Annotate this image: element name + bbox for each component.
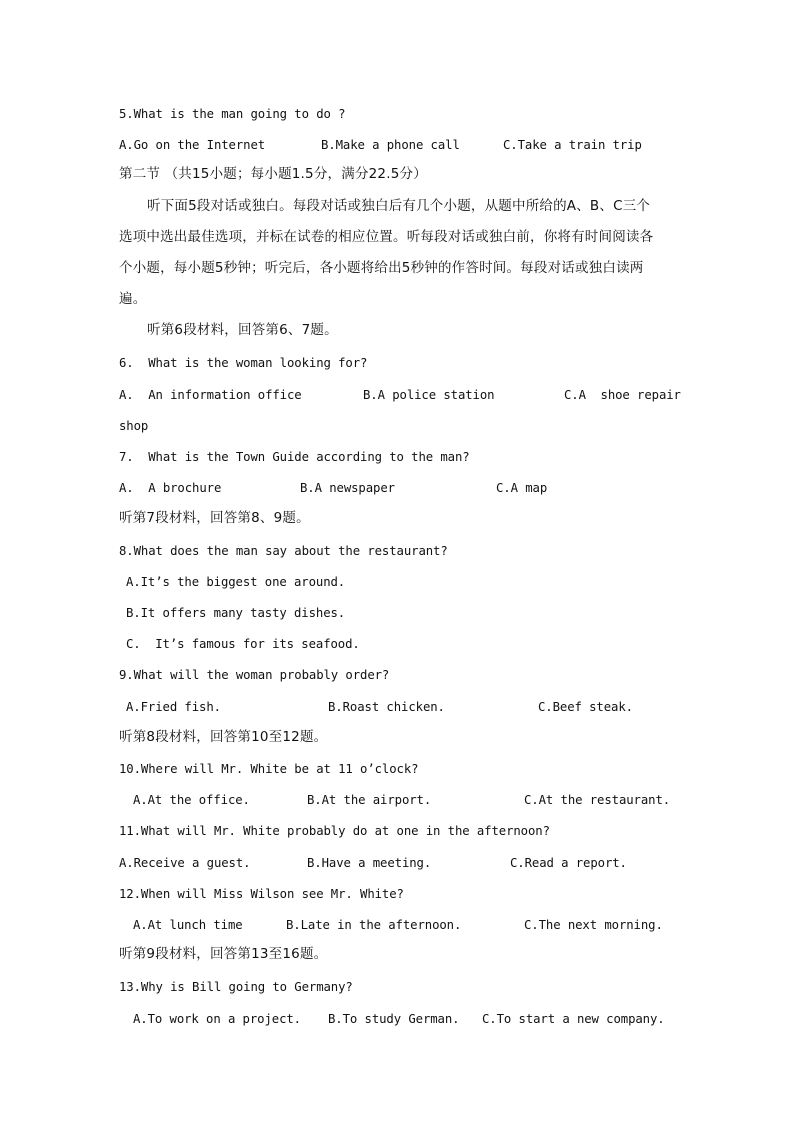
q5-option-b: B.Make a phone call — [321, 138, 460, 152]
q13-option-c: C.To start a new company. — [482, 1012, 665, 1026]
q12-option-b: B.Late in the afternoon. — [286, 918, 462, 932]
q6-question: 6. What is the woman looking for? — [119, 356, 368, 370]
material-6-heading: 听第6段材料，回答第6、7题。 — [147, 322, 338, 338]
material-8-heading: 听第8段材料，回答第10至12题。 — [119, 729, 328, 745]
q8-question: 8.What does the man say about the restaurant? — [119, 544, 448, 558]
q13-question: 13.Why is Bill going to Germany? — [119, 980, 353, 994]
q9-question: 9.What will the woman probably order? — [119, 668, 390, 682]
q10-option-c: C.At the restaurant. — [524, 793, 671, 807]
q11-option-a: A.Receive a guest. — [119, 856, 251, 870]
q11-option-b: B.Have a meeting. — [307, 856, 432, 870]
q9-option-b: B.Roast chicken. — [328, 700, 445, 714]
material-7-heading: 听第7段材料，回答第8、9题。 — [119, 510, 310, 526]
q12-question: 12.When will Miss Wilson see Mr. White? — [119, 887, 404, 901]
q12-option-c: C.The next morning. — [524, 918, 663, 932]
q6-option-b: B.A police station — [363, 388, 495, 402]
q8-option-a: A.It’s the biggest one around. — [126, 575, 346, 589]
q13-option-b: B.To study German. — [328, 1012, 460, 1026]
q8-option-c: C. It’s famous for its seafood. — [126, 637, 360, 651]
q13-option-a: A.To work on a project. — [133, 1012, 301, 1026]
instructions-line-2: 选项中选出最佳选项，并标在试卷的相应位置。听每段对话或独白前，你将有时间阅读各 — [119, 229, 654, 245]
instructions-line-3: 个小题，每小题5秒钟；听完后，各小题将给出5秒钟的作答时间。每段对话或独白读两 — [119, 260, 644, 276]
q10-option-a: A.At the office. — [133, 793, 250, 807]
q7-option-b: B.A newspaper — [300, 481, 395, 495]
q6-option-c-continued: shop — [119, 419, 149, 433]
q5-option-c: C.Take a train trip — [503, 138, 642, 152]
q5-question: 5.What is the man going to do ? — [119, 107, 346, 121]
q8-option-b: B.It offers many tasty dishes. — [126, 606, 346, 620]
q6-option-a: A. An information office — [119, 388, 302, 402]
q6-option-c: C.A shoe repair — [564, 388, 681, 402]
q7-option-a: A. A brochure — [119, 481, 222, 495]
material-9-heading: 听第9段材料，回答第13至16题。 — [119, 946, 328, 962]
q9-option-c: C.Beef steak. — [538, 700, 633, 714]
q11-option-c: C.Read a report. — [510, 856, 627, 870]
q11-question: 11.What will Mr. White probably do at one in the afternoon? — [119, 824, 550, 838]
section-2-heading: 第二节 （共15小题；每小题1.5分，满分22.5分） — [119, 166, 427, 182]
q7-question: 7. What is the Town Guide according to the man? — [119, 450, 470, 464]
q9-option-a: A.Fried fish. — [126, 700, 221, 714]
q12-option-a: A.At lunch time — [133, 918, 243, 932]
instructions-line-1: 听下面5段对话或独白。每段对话或独白后有几个小题，从题中所给的A、B、C三个 — [147, 198, 651, 214]
instructions-line-4: 遍。 — [119, 291, 147, 307]
q10-option-b: B.At the airport. — [307, 793, 432, 807]
q10-question: 10.Where will Mr. White be at 11 o’clock? — [119, 762, 419, 776]
q5-option-a: A.Go on the Internet — [119, 138, 266, 152]
q7-option-c: C.A map — [496, 481, 548, 495]
